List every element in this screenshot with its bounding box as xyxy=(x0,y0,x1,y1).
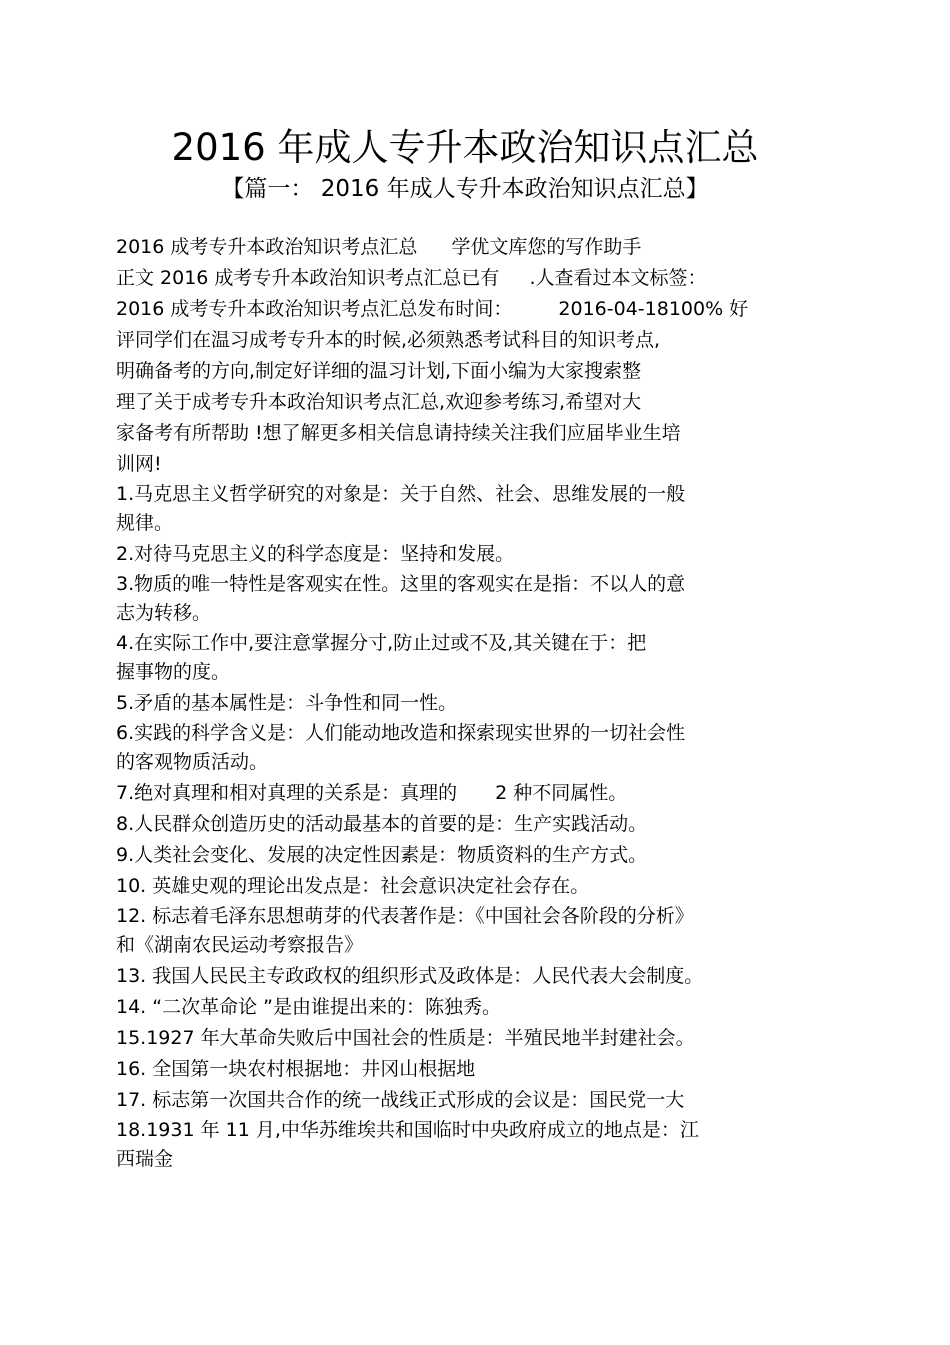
knowledge-point-line: 15.1927 年大革命失败后中国社会的性质是：半殖民地半封建社会。 xyxy=(116,1027,695,1049)
knowledge-point-line: 6.实践的科学含义是：人们能动地改造和探索现实世界的一切社会性 xyxy=(116,722,686,744)
intro-text: 2016 成考专升本政治知识考点汇总 xyxy=(116,236,418,258)
intro-text-continued: .人查看过本文标签： xyxy=(529,267,707,289)
intro-line xyxy=(116,449,846,480)
knowledge-point-line: 和《湖南农民运动考察报告》 xyxy=(116,934,364,956)
knowledge-point-line: 10. 英雄史观的理论出发点是：社会意识决定社会存在。 xyxy=(116,875,590,897)
intro-line xyxy=(116,418,846,449)
knowledge-point-line: 9.人类社会变化、发展的决定性因素是：物质资料的生产方式。 xyxy=(116,844,648,866)
knowledge-point-line: 握事物的度。 xyxy=(116,661,231,683)
document-body xyxy=(116,232,846,1175)
document-subtitle: 【篇一： 2016 年成人专升本政治知识点汇总】 xyxy=(221,176,709,202)
intro-text: 正文 2016 成考专升本政治知识考点汇总已有 xyxy=(116,267,500,289)
knowledge-point-line: 17. 标志第一次国共合作的统一战线正式形成的会议是：国民党一大 xyxy=(116,1089,685,1111)
knowledge-point-line: 7.绝对真理和相对真理的关系是：真理的 2 种不同属性。 xyxy=(116,782,628,804)
knowledge-point-line: 3.物质的唯一特性是客观实在性。这里的客观实在是指：不以人的意 xyxy=(116,573,686,595)
knowledge-point-line: 1.马克思主义哲学研究的对象是：关于自然、社会、思维发展的一般 xyxy=(116,483,686,505)
intro-paragraph xyxy=(116,232,846,480)
knowledge-point-line: 12. 标志着毛泽东思想萌芽的代表著作是：《中国社会各阶段的分析》 xyxy=(116,905,694,927)
knowledge-point-line: 4.在实际工作中,要注意掌握分寸,防止过或不及,其关键在于：把 xyxy=(116,632,647,654)
knowledge-point-line: 8.人民群众创造历史的活动最基本的首要的是：生产实践活动。 xyxy=(116,813,648,835)
knowledge-point-line: 14. “二次革命论 ”是由谁提出来的：陈独秀。 xyxy=(116,996,501,1018)
knowledge-point-line: 西瑞金 xyxy=(116,1148,174,1170)
intro-line xyxy=(116,294,846,325)
knowledge-point-line: 的客观物质活动。 xyxy=(116,751,269,773)
intro-text: 评同学们在温习成考专升本的时候,必须熟悉考试科目的知识考点, xyxy=(116,329,661,351)
intro-text-continued: 2016-04-18100% 好 xyxy=(558,298,749,320)
intro-line xyxy=(116,387,846,418)
knowledge-point-line: 5.矛盾的基本属性是：斗争性和同一性。 xyxy=(116,692,458,714)
intro-text: 理了关于成考专升本政治知识考点汇总,欢迎参考练习,希望对大 xyxy=(116,391,642,413)
intro-line xyxy=(116,232,846,263)
knowledge-point-line: 规律。 xyxy=(116,512,174,534)
intro-text: 家备考有所帮助 !想了解更多相关信息请持续关注我们应届毕业生培 xyxy=(116,422,681,444)
intro-text: 明确备考的方向,制定好详细的温习计划,下面小编为大家搜索整 xyxy=(116,360,642,382)
knowledge-point-line: 13. 我国人民民主专政政权的组织形式及政体是：人民代表大会制度。 xyxy=(116,965,704,987)
intro-text: 2016 成考专升本政治知识考点汇总发布时间： xyxy=(116,298,513,320)
document-title: 2016 年成人专升本政治知识点汇总 xyxy=(171,126,759,169)
intro-text: 训网! xyxy=(116,453,162,475)
intro-line xyxy=(116,356,846,387)
knowledge-point-line: 18.1931 年 11 月,中华苏维埃共和国临时中央政府成立的地点是：江 xyxy=(116,1119,699,1141)
knowledge-point-line: 16. 全国第一块农村根据地：井冈山根据地 xyxy=(116,1058,476,1080)
knowledge-point-line: 2.对待马克思主义的科学态度是：坚持和发展。 xyxy=(116,543,515,565)
intro-text-continued: 学优文库您的写作助手 xyxy=(451,236,642,258)
knowledge-point-list xyxy=(116,480,846,1175)
knowledge-point-line: 志为转移。 xyxy=(116,602,212,624)
intro-line xyxy=(116,263,846,294)
intro-line xyxy=(116,325,846,356)
